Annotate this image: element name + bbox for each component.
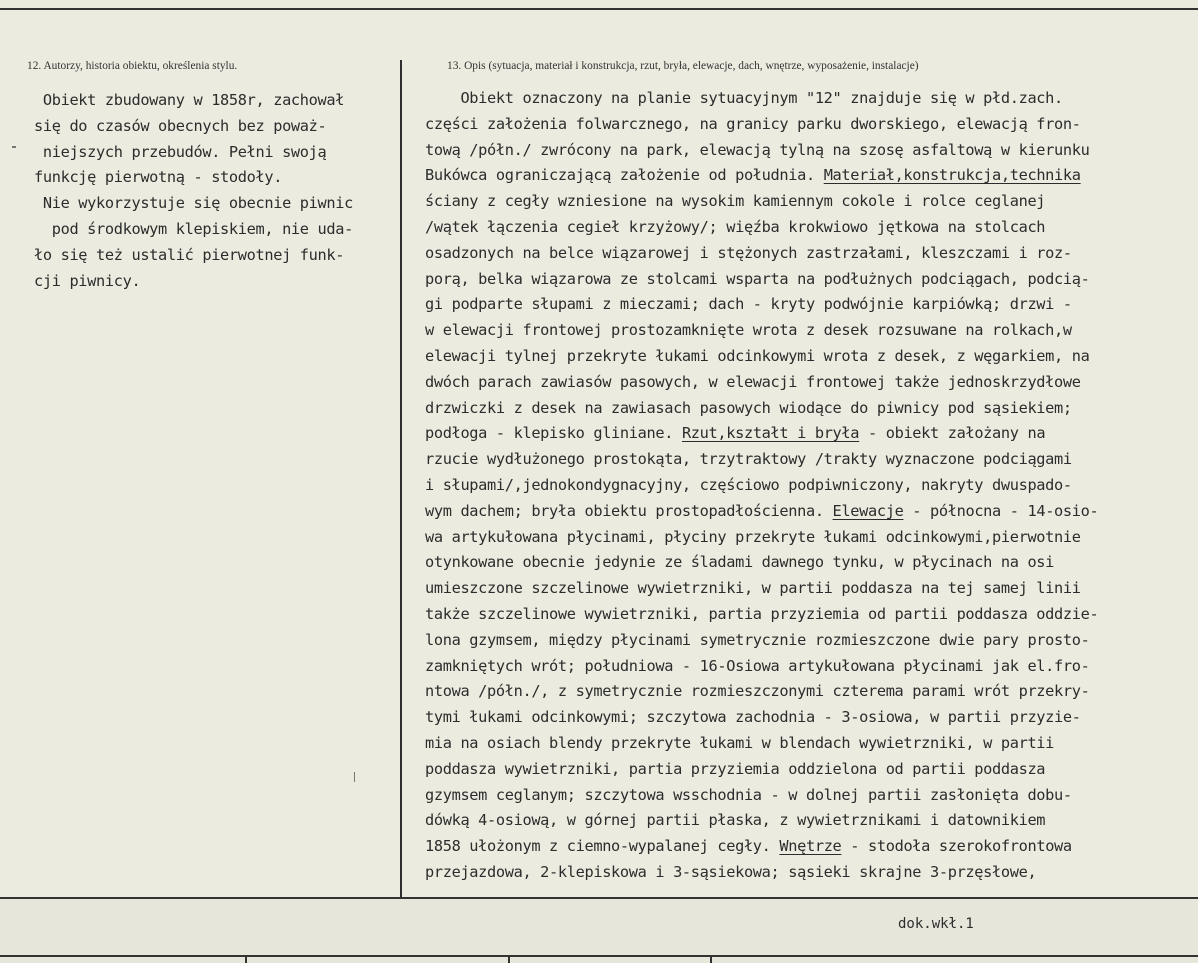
text-run: umieszczone szczelinowe wywietrzniki, w partii poddasza na tej samej linii bbox=[425, 579, 1081, 598]
text-run: wym dachem; bryła obiektu prostopadłościenna. bbox=[425, 501, 833, 520]
right-text-line bbox=[425, 808, 1098, 834]
right-text-line bbox=[425, 112, 1098, 138]
stray-mark bbox=[354, 772, 355, 782]
text-run: - stodoła szerokofrontowa bbox=[841, 837, 1072, 856]
right-text-line bbox=[425, 628, 1098, 654]
right-column-text bbox=[425, 86, 1098, 886]
right-text-line bbox=[425, 783, 1098, 809]
left-text-line: się do czasów obecnych bez poważ- bbox=[34, 116, 327, 135]
right-text-line bbox=[425, 731, 1098, 757]
text-run: części założenia folwarcznego, na granicy parku dworskiego, elewacją fron- bbox=[425, 114, 1081, 133]
text-run: zamkniętych wrót; południowa - 16-Osiowa artykułowana płycinami jak el.fro- bbox=[425, 656, 1090, 675]
text-run: przejazdowa, 2-klepiskowa i 3-sąsiekowa; sąsieki skrajne 3-przęsłowe, bbox=[425, 862, 1037, 881]
text-run: osadzonych na belce wiązarowej i stężonych zastrzałami, kleszczami i roz- bbox=[425, 243, 1072, 262]
text-run: tową /półn./ zwrócony na park, elewacją tylną na szosę asfaltową w kierunku bbox=[425, 140, 1090, 159]
right-text-line bbox=[425, 421, 1098, 447]
left-text-line: Obiekt zbudowany w 1858r, zachował bbox=[34, 91, 345, 109]
text-run: podłoga - klepisko gliniane. bbox=[425, 424, 682, 443]
text-run: - obiekt założany na bbox=[859, 424, 1046, 443]
top-rule bbox=[0, 0, 1198, 10]
section-heading: Wnętrze bbox=[779, 837, 842, 856]
left-text-line: niejszych przebudów. Pełni swoją bbox=[34, 142, 327, 161]
left-text-line: ło się też ustalić pierwotnej funk- bbox=[34, 245, 345, 264]
text-run: poddasza wywietrzniki, partia przyziemia oddzielona od partii poddasza bbox=[425, 759, 1046, 778]
right-text-line bbox=[425, 344, 1098, 370]
text-run: mia na osiach blendy przekryte łukami w blendach wywietrzniki, w partii bbox=[425, 733, 1055, 752]
right-text-line bbox=[425, 370, 1098, 396]
text-run: - północna - 14-osio- bbox=[903, 501, 1099, 520]
footer-band bbox=[0, 897, 1198, 963]
text-run: Obiekt oznaczony na planie sytuacyjnym "12" znajduje się w płd.zach. bbox=[425, 89, 1063, 107]
text-run: drzwiczki z desek na zawiasach pasowych wiodące do piwnicy pod sąsiekiem; bbox=[425, 398, 1072, 417]
text-run: rzucie wydłużonego prostokąta, trzytraktowy /trakty wyznaczone podciągami bbox=[425, 450, 1072, 469]
text-run: także szczelinowe wywietrzniki, partia przyziemia od partii poddasza oddzie- bbox=[425, 604, 1099, 623]
right-text-line bbox=[425, 138, 1098, 164]
text-run: ściany z cegły wzniesione na wysokim kamiennym cokole i rolce ceglanej bbox=[425, 192, 1046, 211]
text-run: Bukówca ograniczającą założenie od południa. bbox=[425, 166, 824, 185]
right-text-line bbox=[425, 757, 1098, 783]
right-text-line bbox=[425, 499, 1098, 525]
left-column-text bbox=[34, 88, 353, 294]
right-text-line bbox=[425, 189, 1098, 215]
right-text-line bbox=[425, 705, 1098, 731]
text-run: gi podparte słupami z mieczami; dach - kryty podwójnie karpiówką; drzwi - bbox=[425, 295, 1072, 314]
right-text-line bbox=[425, 550, 1098, 576]
column-divider bbox=[400, 60, 402, 898]
right-text-line bbox=[425, 267, 1098, 293]
text-run: otynkowane obecnie jedynie ze śladami dawnego tynku, w płycinach na osi bbox=[425, 553, 1055, 572]
text-run: wa artykułowana płycinami, płyciny przekryte łukami odcinkowymi,pierwotnie bbox=[425, 527, 1081, 546]
right-text-line bbox=[425, 473, 1098, 499]
text-run: w elewacji frontowej prostozamknięte wrota z desek rozsuwane na rolkach,w bbox=[425, 321, 1072, 340]
text-run: i słupami/,jednokondygnacyjny, częściowo podpiwniczony, nakryty dwuspado- bbox=[425, 475, 1072, 494]
stray-mark bbox=[12, 146, 16, 148]
form-tick bbox=[508, 955, 510, 963]
text-run: ntowa /półn./, z symetrycznie rozmieszczonymi czterema parami wrót przekry- bbox=[425, 682, 1090, 701]
section-heading: Rzut,kształt i bryła bbox=[681, 424, 860, 443]
right-text-line bbox=[425, 292, 1098, 318]
right-text-line bbox=[425, 163, 1098, 189]
right-text-line bbox=[425, 215, 1098, 241]
right-text-line bbox=[425, 86, 1098, 112]
right-text-line bbox=[425, 447, 1098, 473]
section-heading: Elewacje bbox=[832, 501, 904, 520]
text-run: tymi łukami odcinkowymi; szczytowa zachodnia - 3-osiowa, w partii przyzie- bbox=[425, 708, 1081, 727]
text-run: elewacji tylnej przekryte łukami odcinkowymi wrota z desek, z węgarkiem, na bbox=[425, 346, 1090, 365]
text-run: 1858 ułożonym z ciemno-wypalanej cegły. bbox=[425, 837, 780, 856]
right-text-line bbox=[425, 241, 1098, 267]
right-text-line bbox=[425, 602, 1098, 628]
right-text-line bbox=[425, 654, 1098, 680]
left-text-line: cji piwnicy. bbox=[34, 271, 141, 290]
form-tick bbox=[245, 955, 247, 963]
right-text-line bbox=[425, 576, 1098, 602]
right-text-line bbox=[425, 834, 1098, 860]
text-run: lona gzymsem, między płycinami symetrycznie rozmieszczone dwie pary prosto- bbox=[425, 630, 1090, 649]
right-text-line bbox=[425, 318, 1098, 344]
document-reference: dok.wkł.1 bbox=[898, 916, 974, 932]
right-text-line bbox=[425, 525, 1098, 551]
text-run: dówką 4-osiową, w górnej partii płaska, z wywietrznikami i datownikiem bbox=[425, 811, 1046, 830]
section-heading: Materiał,konstrukcja,technika bbox=[823, 166, 1081, 185]
text-run: dwóch parach zawiasów pasowych, w elewacji frontowej także jednoskrzydłowe bbox=[425, 372, 1081, 391]
right-column-header: 13. Opis (sytuacja, materiał i konstrukcja, rzut, bryła, elewacje, dach, wnętrze, wyposażenie, instalacje) bbox=[447, 60, 919, 72]
left-text-line: funkcję pierwotną - stodoły. bbox=[34, 168, 283, 187]
left-text-line: pod środkowym klepiskiem, nie uda- bbox=[34, 219, 353, 238]
right-text-line bbox=[425, 679, 1098, 705]
text-run: /wątek łączenia cegieł krzyżowy/; więźba krokwiowo jętkowa na stolcach bbox=[425, 217, 1046, 236]
bottom-rule bbox=[0, 955, 1198, 957]
right-text-line bbox=[425, 396, 1098, 422]
text-run: gzymsem ceglanym; szczytowa wsschodnia - w dolnej partii zasłonięta dobu- bbox=[425, 785, 1072, 804]
form-tick bbox=[710, 955, 712, 963]
text-run: porą, belka wiązarowa ze stolcami wsparta na podłużnych podciągach, podcią- bbox=[425, 269, 1090, 288]
right-text-line bbox=[425, 860, 1098, 886]
left-column-header: 12. Autorzy, historia obiektu, określenia stylu. bbox=[27, 60, 238, 72]
left-text-line: Nie wykorzystuje się obecnie piwnic bbox=[34, 194, 353, 213]
